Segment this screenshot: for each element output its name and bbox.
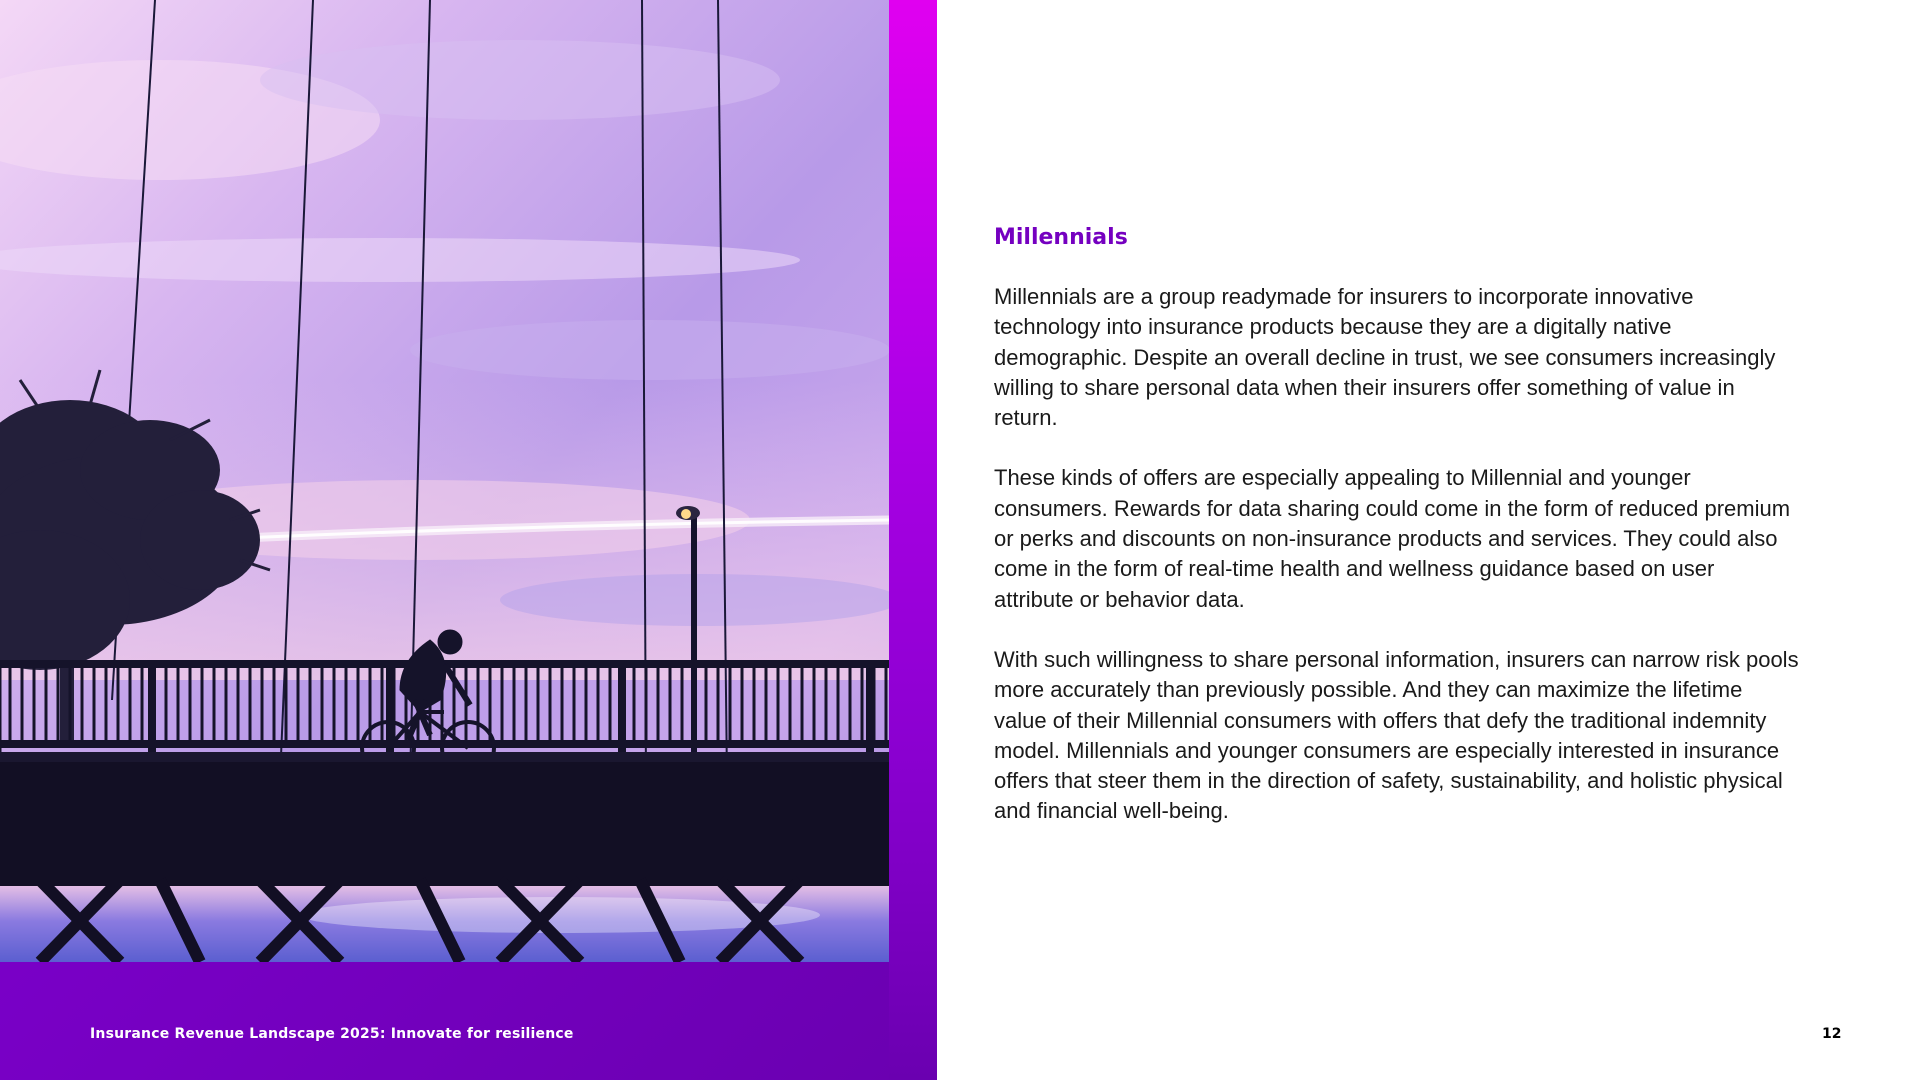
- paragraph-3: With such willingness to share personal information, insurers can narrow risk pools more accurately than previously possible. And they can maximize the lifetime value of their Millennial consumers with offers that defy the traditional indemnity model. Millennials and younger consumers are especially interested in insurance offers that steer them in the direction of safety, sustainability, and holistic physical and financial well-being.: [994, 646, 1799, 824]
- cyclist-bridge-photo: [0, 0, 889, 962]
- section-heading: Millennials: [994, 225, 1128, 250]
- magenta-edge-stripe: [889, 0, 937, 1080]
- left-purple-panel: [0, 0, 937, 1080]
- paragraph-2: These kinds of offers are especially appealing to Millennial and younger consumers. Rewards for data sharing could come in the form of reduced premium or perks and discounts on non-insurance products and services. They could also come in the form of real-time health and wellness guidance based on user attribute or behavior data.: [994, 465, 1791, 612]
- article-content: [994, 222, 1814, 857]
- report-footer-title: Insurance Revenue Landscape 2025: Innovate for resilience: [90, 1026, 574, 1042]
- paragraph-1: Millennials are a group readymade for insurers to incorporate innovative technology into insurance products because they are a digitally native demographic. Despite an overall decline in trust, we see consumers increasingly willing to share personal data when their insurers offer something of value in return.: [994, 284, 1776, 431]
- page-number: 12: [1822, 1026, 1842, 1042]
- cyclist-bridge-illustration: [0, 0, 889, 962]
